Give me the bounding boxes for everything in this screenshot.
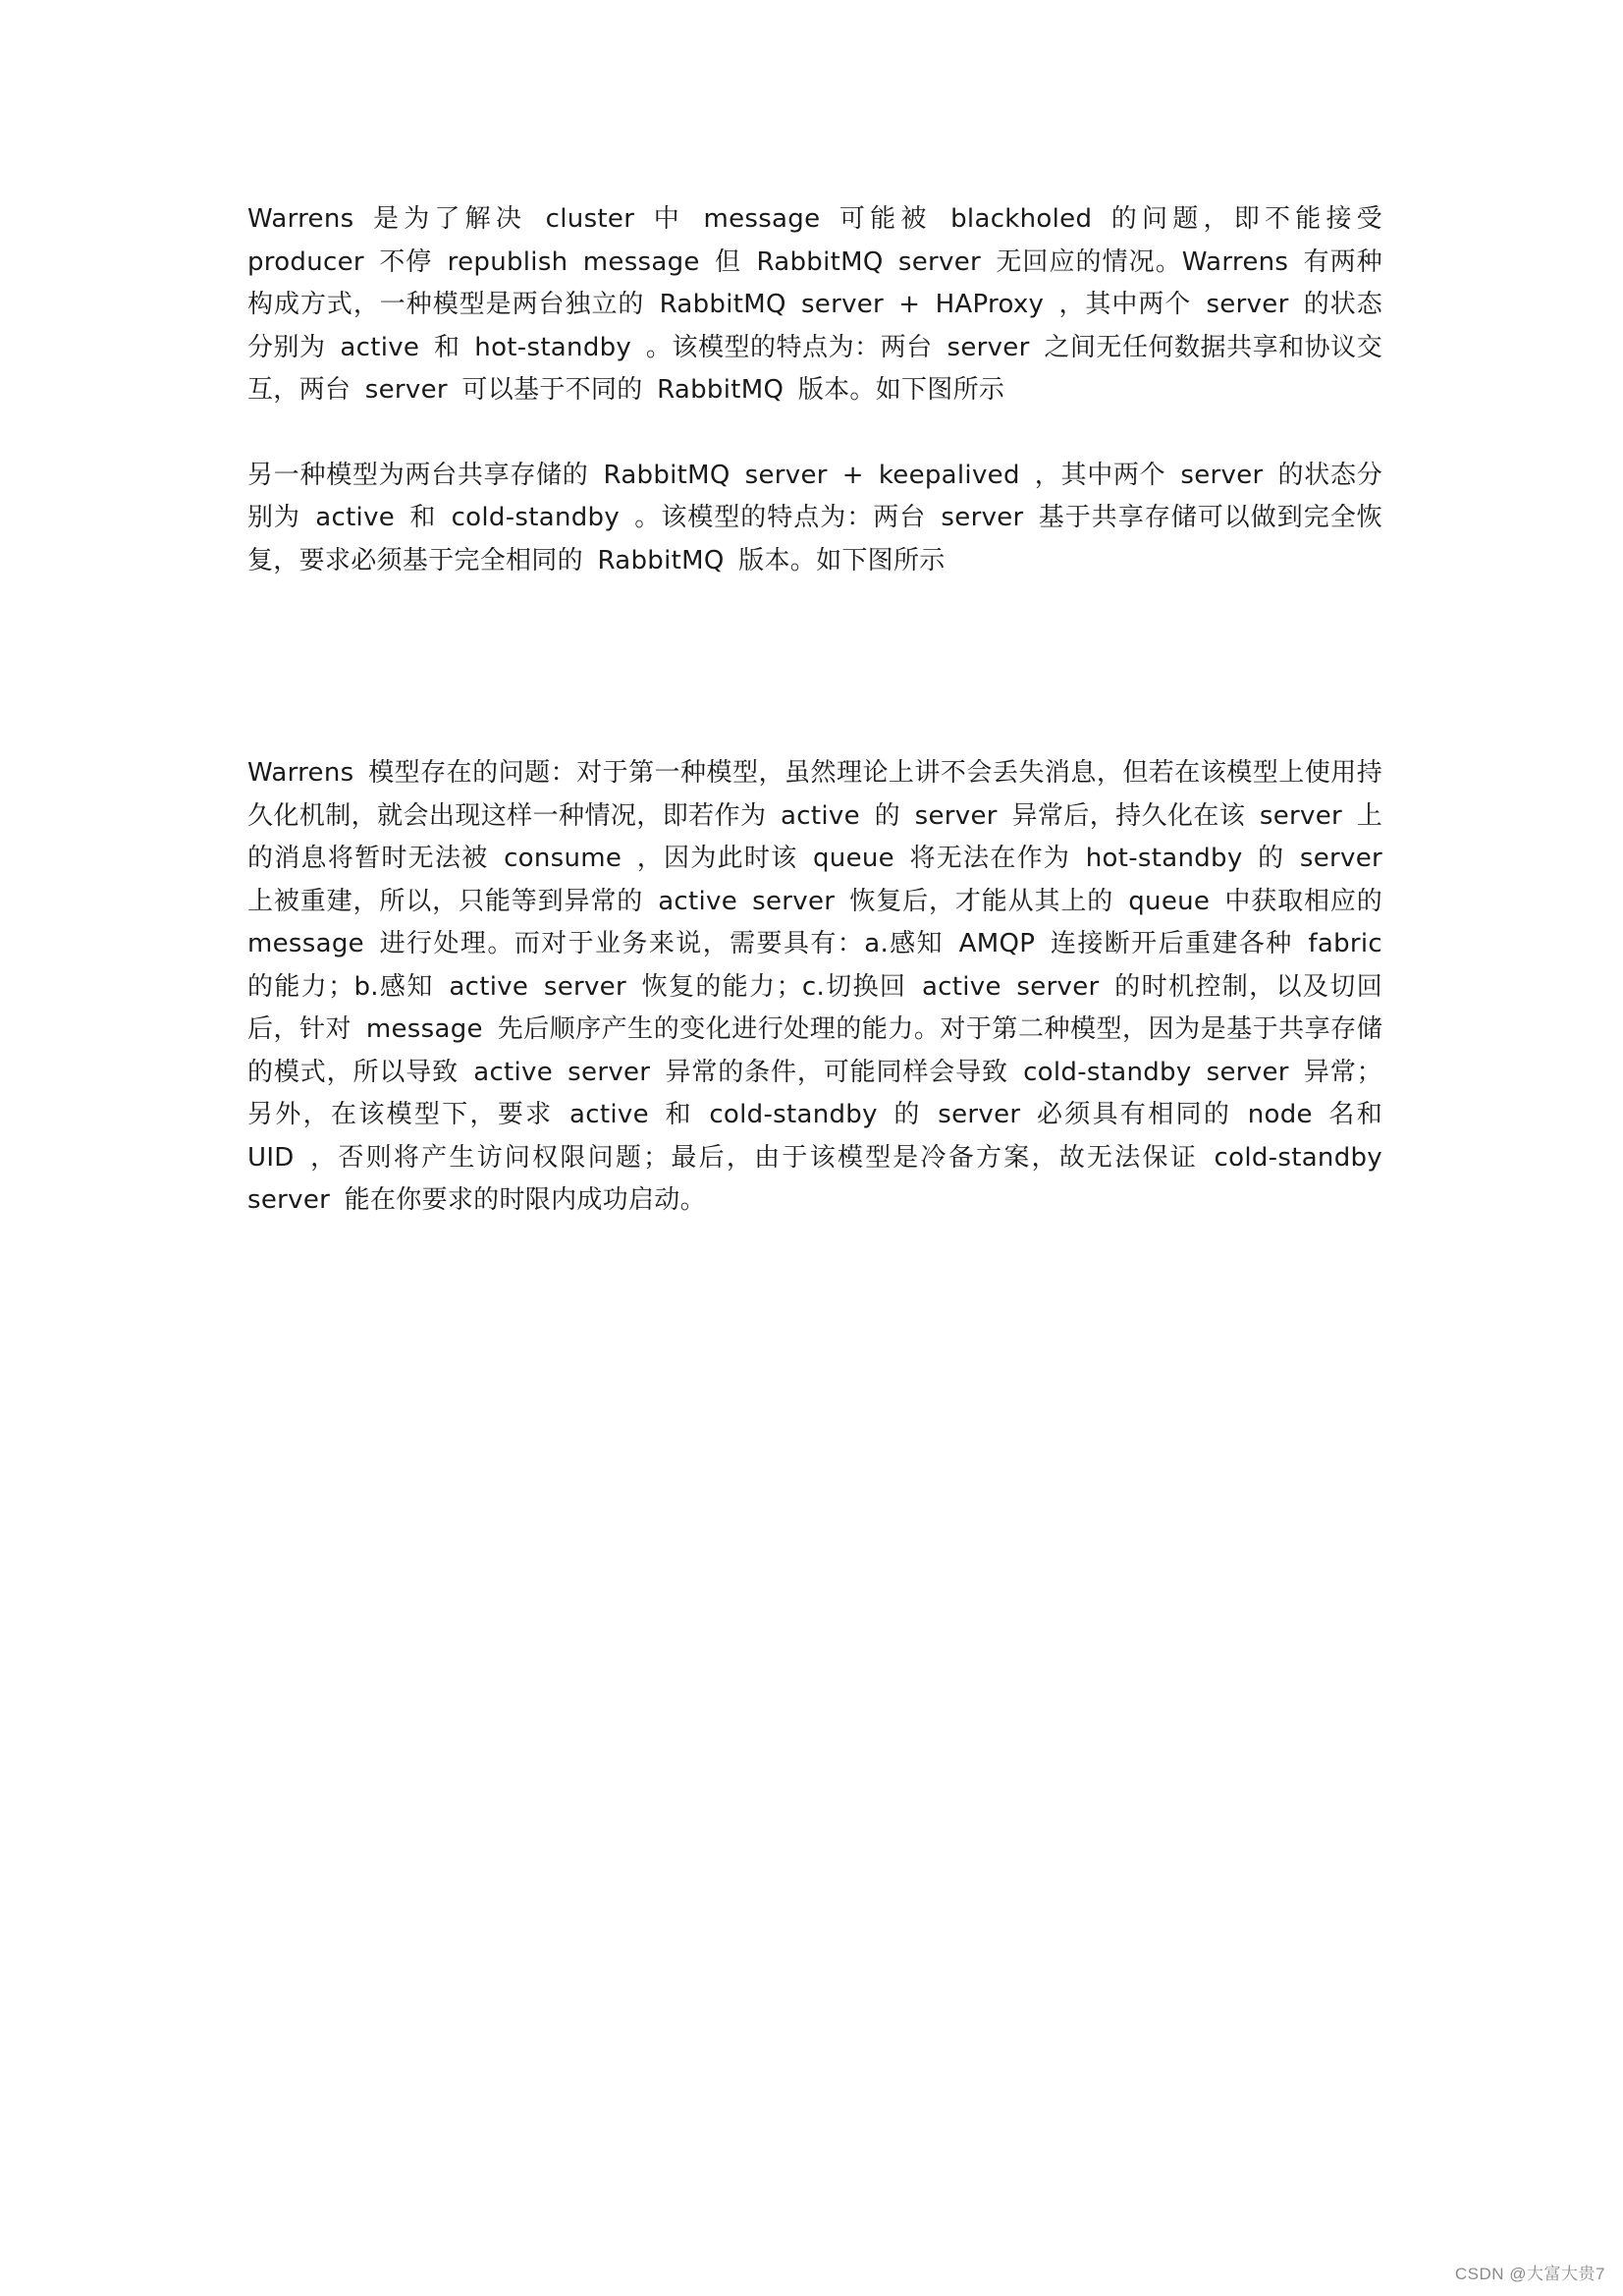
document-body [247,198,1382,1223]
paragraph-model-issues: Warrens 模型存在的问题：对于第一种模型，虽然理论上讲不会丢失消息，但若在该模型上使用持久化机制，就会出现这样一种情况，即若作为 active 的 server 异常后，持久化在该 server 上的消息将暂时无法被 consume ，因为此时该 queue 将无法在作为 hot-standby 的 server 上被重建，所以，只能等到异常的 active server 恢复后，才能从其上的 queue 中获取相应的 message 进行处理。而对于业务来说，需要具有：a.感知 AMQP 连接断开后重建各种 fabric 的能力；b.感知 active server 恢复的能力；c.切换回 active server 的时机控制，以及切回后，针对 message 先后顺序产生的变化进行处理的能力。对于第二种模型，因为是基于共享存储的模式，所以导致 active server 异常的条件，可能同样会导致 cold-standby server 异常；另外，在该模型下，要求 active 和 cold-standby 的 server 必须具有相同的 node 名和 UID ，否则将产生访问权限问题；最后，由于该模型是冷备方案，故无法保证 cold-standby server 能在你要求的时限内成功启动。 [247,758,1382,1215]
paragraph-warrens-intro: Warrens 是为了解决 cluster 中 message 可能被 blackholed 的问题，即不能接受 producer 不停 republish message 但 RabbitMQ server 无回应的情况。Warrens 有两种构成方式，一种模型是两台独立的 RabbitMQ server + HAProxy ，其中两个 server 的状态分别为 active 和 hot-standby 。该模型的特点为：两台 server 之间无任何数据共享和协议交互，两台 server 可以基于不同的 RabbitMQ 版本。如下图所示 [247,204,1382,405]
csdn-watermark: CSDN @大富大贵7 [1454,2265,1605,2283]
paragraph-second-model: 另一种模型为两台共享存储的 RabbitMQ server + keepalived ，其中两个 server 的状态分别为 active 和 cold-standby 。该模型的特点为：两台 server 基于共享存储可以做到完全恢复，要求必须基于完全相同的 RabbitMQ 版本。如下图所示 [247,460,1382,575]
